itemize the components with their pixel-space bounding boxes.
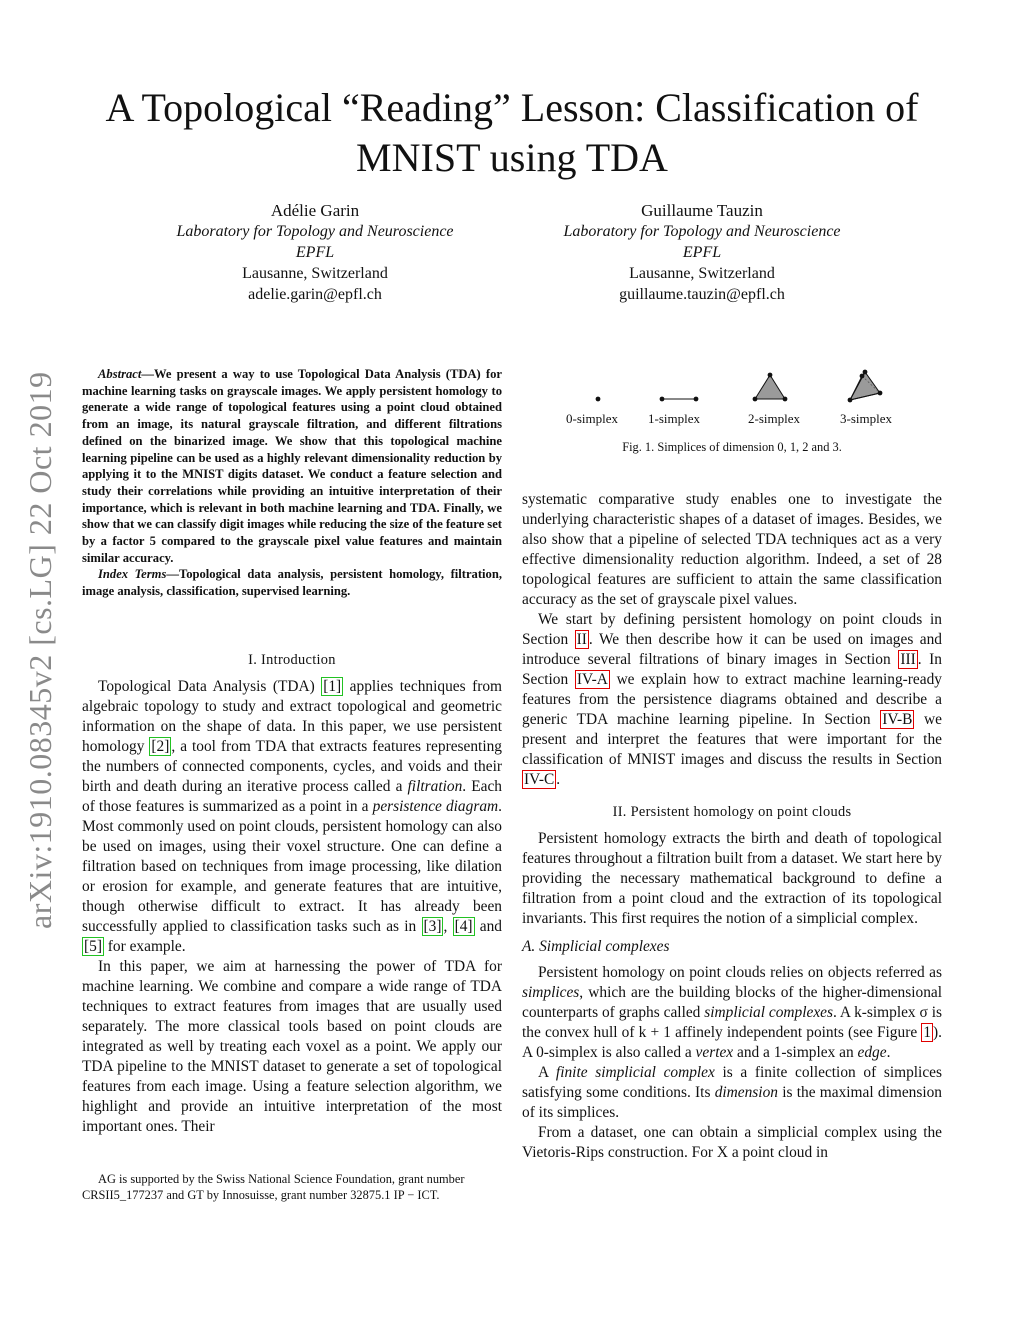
title-line-1: A Topological “Reading” Lesson: Classification of xyxy=(105,85,919,130)
simplices-diagram xyxy=(540,362,920,410)
section-link[interactable]: IV-A xyxy=(576,671,608,688)
label-3-simplex: 3-simplex xyxy=(840,411,892,426)
author-block-1 xyxy=(125,200,505,305)
paper-title xyxy=(60,83,964,183)
right-paragraph-2: We start by defining persistent homology on point clouds in Section II . We then describe how it can be used on images and introduce several filtrations of binary images in Section III . In Section IV-A we explain how to extract machine learning-ready features from the persistence diagrams obtained and describe a generic TDA machine learning pipeline. In Section IV-B we present and interpret the features that were important for the classification of MNIST images and discuss the results in Section IV-C . xyxy=(522,611,943,788)
citation-link[interactable]: [2] xyxy=(151,738,170,755)
right-paragraph-3: Persistent homology extracts the birth and death of topological features throughout a filtration built from a dataset. We start here by providing the necessary mathematical background to define a filtration from a point cloud and the extraction of its topological invariants. This first requires the notion of a simplicial complex. xyxy=(522,830,942,927)
right-column-body xyxy=(522,490,942,1163)
title-line-2: MNIST using TDA xyxy=(356,135,668,180)
section-link[interactable]: IV-B xyxy=(882,711,913,728)
citation-link[interactable]: [4] xyxy=(454,918,473,935)
vertex-0-simplex xyxy=(596,397,601,402)
label-0-simplex: 0-simplex xyxy=(566,411,618,426)
abstract-text: —We present a way to use Topological Data Analysis (TDA) for machine learning tasks on grayscale images. We apply persistent homology to generate a wide range of topological features using a point cloud obtained from an image, its natural grayscale filtration, and different filtrations defined on the binarized image. We show that this topological machine learning pipeline can be used as a highly relevant dimensionality reduction by applying it to the MNIST digits dataset. We conduct a feature selection and study their correlations while providing an intuitive interpretation of their importance, which is relevant in both machine learning and TDA. Finally, we show that we can classify digit images while reducing the size of the feature set by a factor 5 compared to the grayscale pixel value features and maintain similar accuracy. xyxy=(82,367,502,565)
citation-link[interactable]: [3] xyxy=(423,918,442,935)
triangle-2-simplex xyxy=(755,375,785,399)
author-email[interactable]: adelie.garin@epfl.ch xyxy=(248,286,382,303)
footnote-line-2: CRSII5_177237 and GT by Innosuisse, grant number 32875.1 IP − ICT. xyxy=(82,1188,440,1202)
section-heading-persistent-homology: II. Persistent homology on point clouds xyxy=(612,804,852,820)
abstract-label: Abstract xyxy=(98,367,142,381)
arxiv-identifier: arXiv:1910.08345v2 [cs.LG] 22 Oct 2019 xyxy=(22,371,58,929)
footnote-line-1: AG is supported by the Swiss National Science Foundation, grant number xyxy=(98,1172,465,1186)
author-name: Guillaume Tauzin xyxy=(641,201,763,220)
abstract xyxy=(82,366,502,600)
left-column-body xyxy=(82,650,502,1137)
author-affiliation: Laboratory for Topology and Neuroscience xyxy=(176,223,454,240)
section-heading-introduction: I. Introduction xyxy=(248,652,336,668)
author-institution: EPFL xyxy=(295,244,335,261)
right-paragraph-4: Persistent homology on point clouds relies on objects referred as simplices, which are the building blocks of the higher-dimensional counterparts of graphs called simplicial complexes. A k-simplex σ is the convex hull of k + 1 affinely independent points (see Figure 1 ). A 0-simplex is also called a vertex and a 1-simplex an edge. xyxy=(522,964,942,1061)
figure-caption: Fig. 1. Simplices of dimension 0, 1, 2 and 3. xyxy=(622,440,842,454)
citation-link[interactable]: [5] xyxy=(84,938,102,955)
intro-paragraph-2: In this paper, we aim at harnessing the power of TDA for machine learning. We combine and compare a wide range of TDA techniques to extract features from images that are usually used separately. The more classical tools based on point clouds are integrated as well by treating each voxel as a point. We apply our TDA pipeline to the MNIST dataset to generate a set of topological features from each image. Using a feature selection algorithm, we highlight and provide an intuitive interpretation of the most important ones. Their xyxy=(82,958,502,1135)
figure-link[interactable]: 1 xyxy=(923,1024,932,1041)
intro-paragraph-1: Topological Data Analysis (TDA) [1] applies techniques from algebraic topology to study and extract topological and geometric information on the shape of data. In this paper, we use persistent homology [2] , a tool from TDA that extracts features representing the numbers of connected components, cycles, and voids and their birth and death during an iterative process called a filtration. Each of those features is summarized as a point in a persistence diagram. Most commonly used on point clouds, persistent homology can also be used on images, using their voxel structure. One can define a filtration based on techniques from image processing, like dilation or erosion for example, and generate features that are intuitive, though otherwise difficult to extract. It has already been successfully applied to classification tasks such as in [3] , [4] and [5] for example. xyxy=(82,678,502,955)
label-1-simplex: 1-simplex xyxy=(648,411,700,426)
section-link[interactable]: II xyxy=(576,631,587,648)
author-email[interactable]: guillaume.tauzin@epfl.ch xyxy=(619,286,785,303)
footnote xyxy=(82,1171,502,1203)
subsection-heading-simplicial-complexes: A. Simplicial complexes xyxy=(522,938,670,955)
right-paragraph-1: systematic comparative study enables one to investigate the underlying characteristic shapes of a dataset of images. Besides, we also show that a pipeline of selected TDA techniques act as a very effective dimensionality reduction algorithm. Indeed, a set of 28 topological features are sufficient to attain the same classification accuracy as the set of grayscale pixel values. xyxy=(522,491,942,608)
citation-link[interactable]: [1] xyxy=(323,678,342,695)
author-location: Lausanne, Switzerland xyxy=(629,265,775,282)
author-name: Adélie Garin xyxy=(270,201,360,220)
author-affiliation: Laboratory for Topology and Neuroscience xyxy=(563,223,841,240)
right-paragraph-6: From a dataset, one can obtain a simplicial complex using the Vietoris-Rips construction. For X a point cloud in xyxy=(522,1124,942,1161)
author-institution: EPFL xyxy=(682,244,722,261)
tetrahedron-3-simplex xyxy=(850,372,880,400)
author-block-2 xyxy=(512,200,892,305)
author-location: Lausanne, Switzerland xyxy=(242,265,388,282)
section-link[interactable]: III xyxy=(900,651,916,668)
index-terms-label: Index Terms xyxy=(98,567,167,582)
index-terms-text: —Topological data analysis, persistent homology, filtration, image analysis, classification, supervised learning. xyxy=(82,567,502,599)
label-2-simplex: 2-simplex xyxy=(748,411,800,426)
right-paragraph-5: A finite simplicial complex is a finite collection of simplices satisfying some conditions. Its dimension is the maximal dimension of its simplices. xyxy=(522,1064,942,1121)
section-link[interactable]: IV-C xyxy=(524,771,555,788)
